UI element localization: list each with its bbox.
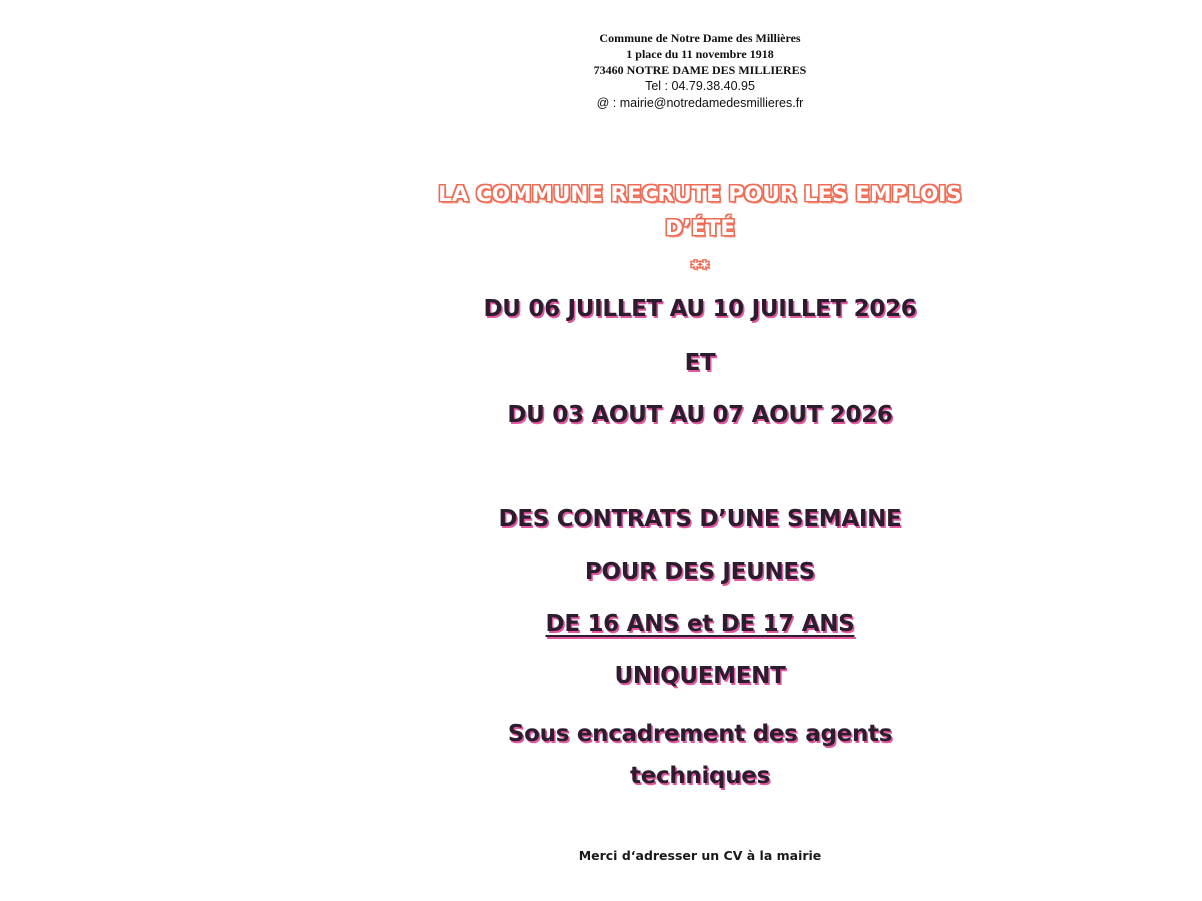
cv-instruction: Merci d‘adresser un CV à la mairie bbox=[578, 848, 822, 863]
announcement-title-line2: D’ÉTÉ bbox=[664, 216, 736, 241]
conjunction-et: ET bbox=[684, 350, 716, 376]
supervision-text-2: techniques bbox=[630, 763, 770, 789]
period-one: DU 06 JUILLET AU 10 JUILLET 2026 bbox=[483, 296, 917, 322]
announcement-title-line1: LA COMMUNE RECRUTE POUR LES EMPLOIS bbox=[438, 182, 962, 207]
city-line: 73460 NOTRE DAME DES MILLIERES bbox=[593, 63, 807, 77]
period-two: DU 03 AOUT AU 07 AOUT 2026 bbox=[507, 402, 893, 428]
for-youth-line: POUR DES JEUNES bbox=[584, 559, 816, 585]
email-line: @ : mairie@notredamedesmillieres.fr bbox=[596, 96, 804, 110]
phone-line: Tel : 04.79.38.40.95 bbox=[645, 79, 755, 93]
commune-name: Commune de Notre Dame des Millières bbox=[599, 31, 801, 45]
address-line: 1 place du 11 novembre 1918 bbox=[626, 47, 774, 61]
contracts-line: DES CONTRATS D’UNE SEMAINE bbox=[498, 506, 902, 532]
announcement bbox=[430, 178, 970, 797]
separator-stars: ** bbox=[691, 258, 709, 278]
supervision-text-1: Sous encadrement des agents bbox=[507, 721, 893, 747]
age-text: DE 16 ANS et DE 17 ANS bbox=[545, 611, 855, 637]
only-line: UNIQUEMENT bbox=[614, 663, 786, 689]
letterhead bbox=[540, 30, 860, 112]
age-line bbox=[430, 609, 970, 639]
supervision-line bbox=[430, 713, 970, 797]
